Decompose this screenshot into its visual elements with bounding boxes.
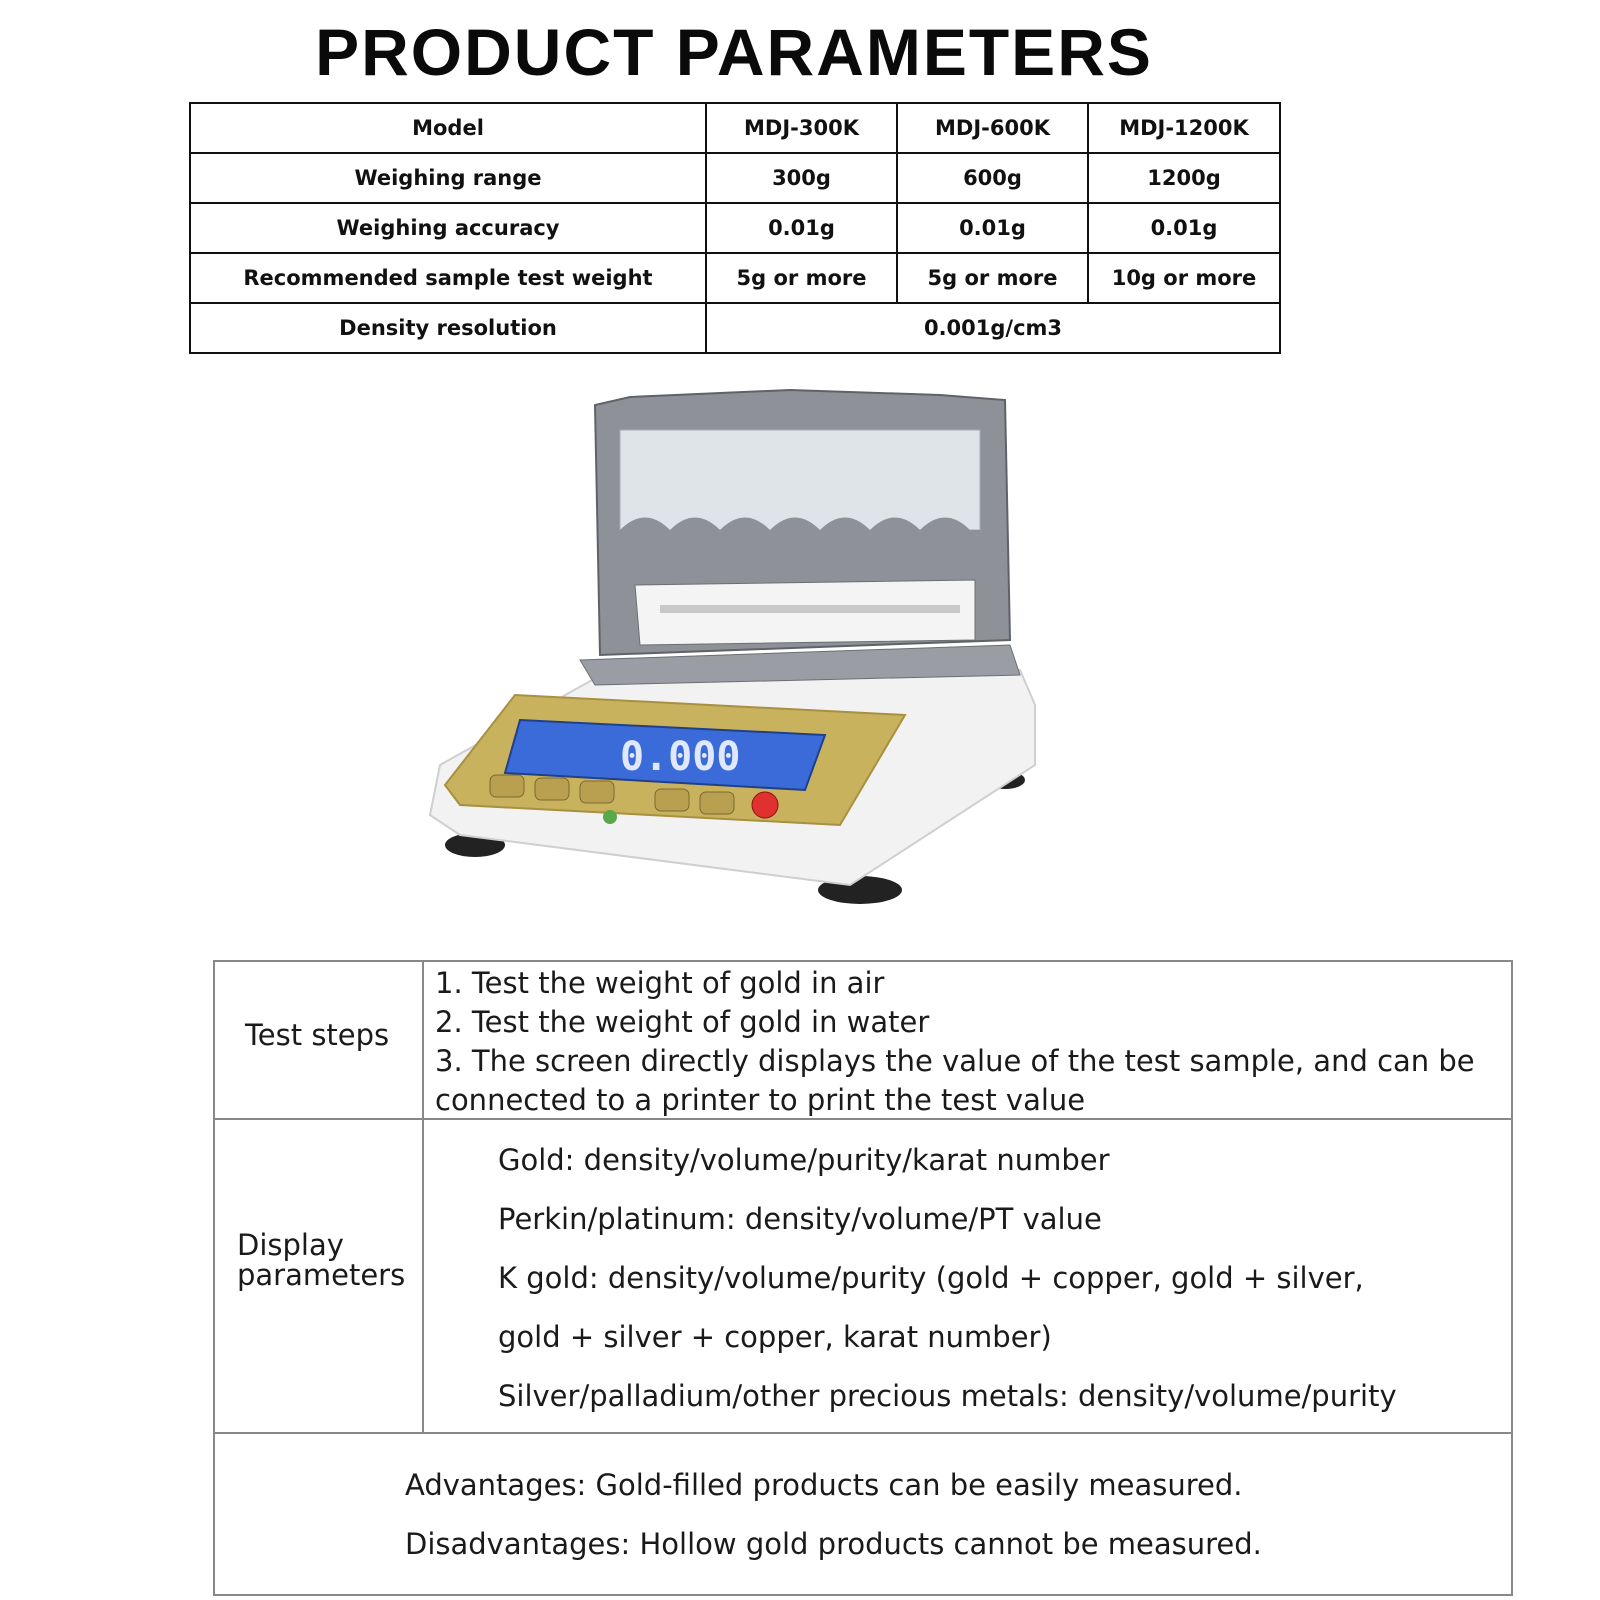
test-steps-label: Test steps [245,1018,390,1052]
spec-label: Density resolution [190,303,706,353]
test-step-line: 3. The screen directly displays the value of the test sample, and can be [435,1044,1475,1078]
disadvantages-text: Disadvantages: Hollow gold products cannot be measured. [405,1527,1262,1561]
display-reading: 0.000 [620,734,741,780]
divider [213,1118,1513,1120]
spec-cell: 0.01g [897,203,1088,253]
spec-cell: 1200g [1088,153,1280,203]
display-parameter-line: Perkin/platinum: density/volume/PT value [498,1202,1102,1236]
page-title: PRODUCT PARAMETERS [315,15,1153,89]
spec-cell: 0.01g [706,203,897,253]
spec-label: Weighing range [190,153,706,203]
display-parameter-line: Gold: density/volume/purity/karat number [498,1143,1110,1177]
advantages-text: Advantages: Gold-filled products can be easily measured. [405,1468,1243,1502]
test-step-line: connected to a printer to print the test value [435,1083,1086,1117]
spec-cell: 300g [706,153,897,203]
divider [422,960,424,1432]
spec-cell: 5g or more [706,253,897,303]
test-step-line: 1. Test the weight of gold in air [435,966,885,1000]
divider [213,960,215,1596]
spec-cell-merged: 0.001g/cm3 [706,303,1280,353]
spec-cell: MDJ-1200K [1088,103,1280,153]
table-row [190,303,1280,353]
table-row [190,103,1280,153]
divider [1511,960,1513,1596]
spec-cell: 10g or more [1088,253,1280,303]
spec-table [189,102,1281,354]
info-table [213,960,1513,1596]
display-parameter-line: Silver/palladium/other precious metals: density/volume/purity [498,1379,1397,1413]
divider [213,960,1513,962]
spec-cell: 0.01g [1088,203,1280,253]
table-row [190,153,1280,203]
divider [213,1432,1513,1434]
spec-label: Weighing accuracy [190,203,706,253]
display-parameters-label-1: Display [237,1228,344,1262]
spec-cell: 600g [897,153,1088,203]
spec-label: Model [190,103,706,153]
display-parameters-label-2: parameters [237,1258,406,1292]
display-parameter-line: gold + silver + copper, karat number) [498,1320,1052,1354]
spec-cell: 5g or more [897,253,1088,303]
divider [213,1594,1513,1596]
display-parameter-line: K gold: density/volume/purity (gold + copper, gold + silver, [498,1261,1364,1295]
table-row [190,203,1280,253]
density-balance-icon [420,385,1070,935]
spec-cell: MDJ-300K [706,103,897,153]
spec-label: Recommended sample test weight [190,253,706,303]
spec-cell: MDJ-600K [897,103,1088,153]
table-row [190,253,1280,303]
test-step-line: 2. Test the weight of gold in water [435,1005,930,1039]
